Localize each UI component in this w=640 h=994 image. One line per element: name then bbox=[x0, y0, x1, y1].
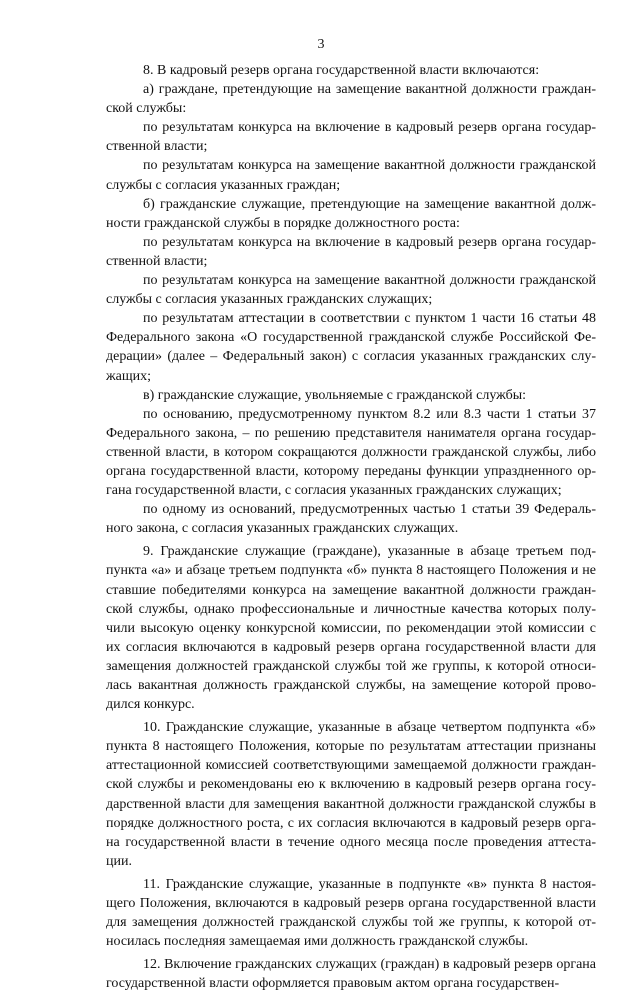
page-number: 3 bbox=[317, 37, 325, 52]
paragraph-8b-item-3: по результатам аттестации в соответствии с пунктом 1 части 16 статьи 48 Федерального закона «О государственной гражданской службе Российской Федерации» (далее – Федеральный закон) с согласия указанных гражданских служащих; bbox=[106, 311, 596, 384]
paragraph-8b-item-1: по результатам конкурса на включение в кадровый резерв органа государственной власти; bbox=[106, 234, 596, 269]
paragraph-8v-item-2: по одному из оснований, предусмотренных частью 1 статьи 39 Федерального закона, с согласия указанных гражданских служащих. bbox=[106, 502, 596, 537]
paragraph-8v: в) гражданские служащие, увольняемые с гражданской службы: bbox=[143, 387, 527, 403]
paragraph-11: 11. Гражданские служащие, указанные в подпункте «в» пункта 8 настоящего Положения, включаются в кадровый резерв органа государственной власти для замещения должностей гражданской службы той же группы, к которой относилась последняя замещаемая ими должность гражданской службы. bbox=[106, 876, 596, 950]
paragraph-8a-item-1: по результатам конкурса на включение в кадровый резерв органа государственной власти; bbox=[106, 120, 596, 155]
paragraph-8a-item-2: по результатам конкурса на замещение вакантной должности гражданской службы с согласия указанных граждан; bbox=[106, 158, 596, 193]
paragraph-9: 9. Гражданские служащие (граждане), указанные в абзаце третьем подпункта «а» и абзаце третьем подпункта «б» пункта 8 настоящего Положения и не ставшие победителями конкурса на замещение вакантной должности гражданской службы, однако профессиональные и личностные качества которых получили высокую оценку конкурсной комиссии, по рекомендации этой комиссии с их согласия включаются в кадровый резерв органа государственной власти для замещения должностей гражданской службы той же группы, к которой относилась вакантная должность гражданской службы, на замещение которой проводился конкурс. bbox=[106, 544, 596, 713]
document-body bbox=[106, 61, 596, 994]
paragraph-8v-item-1: по основанию, предусмотренному пунктом 8.2 или 8.3 части 1 статьи 37 Федерального закона, – по решению представителя нанимателя органа государственной власти, в котором сокращаются должности гражданской службы, либо органа государственной власти, которому переданы функции упраздненного органа государственной власти, с согласия указанных гражданских служащих; bbox=[106, 406, 596, 499]
paragraph-8-intro: 8. В кадровый резерв органа государственной власти включаются: bbox=[143, 63, 540, 78]
paragraph-8b-item-2: по результатам конкурса на замещение вакантной должности гражданской службы с согласия указанных гражданских служащих; bbox=[106, 273, 596, 308]
paragraph-8b: б) гражданские служащие, претендующие на замещение вакантной должности гражданской службы в порядке должностного роста: bbox=[106, 196, 596, 231]
paragraph-8a: а) граждане, претендующие на замещение вакантной должности гражданской службы: bbox=[106, 82, 596, 117]
paragraph-12: 12. Включение гражданских служащих (граждан) в кадровый резерв органа государственной власти оформляется правовым актом органа государствен- bbox=[106, 957, 596, 992]
paragraph-10: 10. Гражданские служащие, указанные в абзаце четвертом подпункта «б» пункта 8 настоящего Положения, которые по результатам аттестации признаны аттестационной комиссией соответствующими замещаемой должности гражданской службы и рекомендованы ею к включению в кадровый резерв органа государственной власти для замещения вакантной должности гражданской службы в порядке должностного роста, с их согласия включаются в кадровый резерв органа государственной власти в течение одного месяца после проведения аттестации. bbox=[106, 720, 596, 869]
